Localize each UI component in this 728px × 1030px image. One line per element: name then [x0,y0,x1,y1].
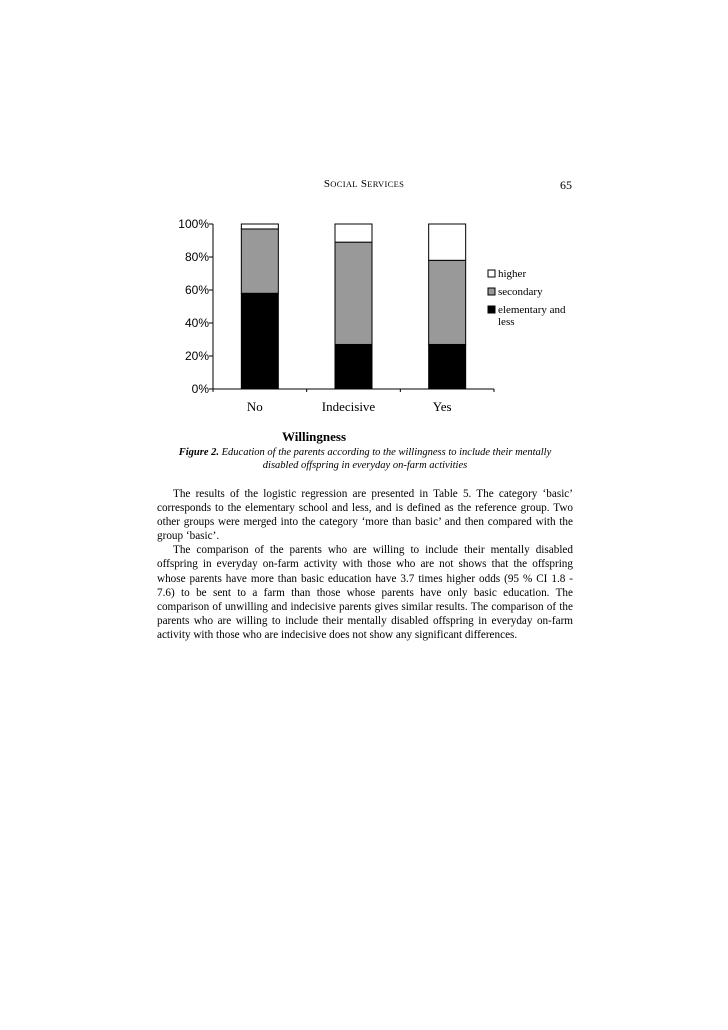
y-tick-label: 40% [184,316,209,330]
figure-caption [160,446,570,472]
legend-swatch [488,288,495,295]
category-label: Indecisive [321,399,376,414]
y-tick-label: 0% [191,382,209,396]
bar-segment [335,242,372,344]
caption-label: Figure 2. [178,447,219,458]
legend-swatch [488,270,495,277]
category-label: No [246,399,263,414]
running-title-text: SOCIAL SERVICES [323,178,405,190]
y-tick-label: 20% [184,349,209,363]
bar-segment [429,260,466,344]
bar-segment [241,293,278,389]
legend-label: less [498,316,515,328]
bar-segment [241,229,278,293]
bar-segment [429,344,466,389]
y-tick-label: 80% [184,250,209,264]
bar-segment [429,224,466,260]
stacked-bar-chart [0,0,728,445]
paragraph: The results of the logistic regression are presented in Table 5. The category ‘basic’ corresponds to the elementary school and less, and is defined as the reference group. Two other groups were merged into the category ‘more than basic’ and then compared with the group ‘basic’. [157,488,573,543]
bar-segment [335,224,372,242]
category-label: Yes [432,399,452,414]
legend-label: elementary and [498,304,566,316]
body-text [157,487,573,642]
page-number: 65 [560,178,572,192]
y-tick-label: 100% [178,217,209,231]
legend-swatch [488,306,495,313]
x-axis-title: Willingness [281,429,347,444]
legend-label: higher [498,268,527,280]
legend-label: secondary [498,286,543,298]
caption-text: Education of the parents according to the willingness to include their mentally disabled offspring in everyday on-farm activities [221,447,552,471]
bar-segment [241,224,278,229]
y-tick-label: 60% [184,283,209,297]
paragraph: The comparison of the parents who are willing to include their mentally disabled offspring in everyday on-farm activity with those who are not shows that the offspring whose parents have more than basic education have 3.7 times higher odds (95 % CI 1.8 - 7.6) to be sent to a farm than those whose parents have only basic education. The comparison of unwilling and indecisive parents gives similar results. The comparison of the parents who are willing to include their mentally disabled offspring in everyday on-farm activity with those who are indecisive does not show any significant differences. [157,544,573,641]
bar-segment [335,344,372,389]
